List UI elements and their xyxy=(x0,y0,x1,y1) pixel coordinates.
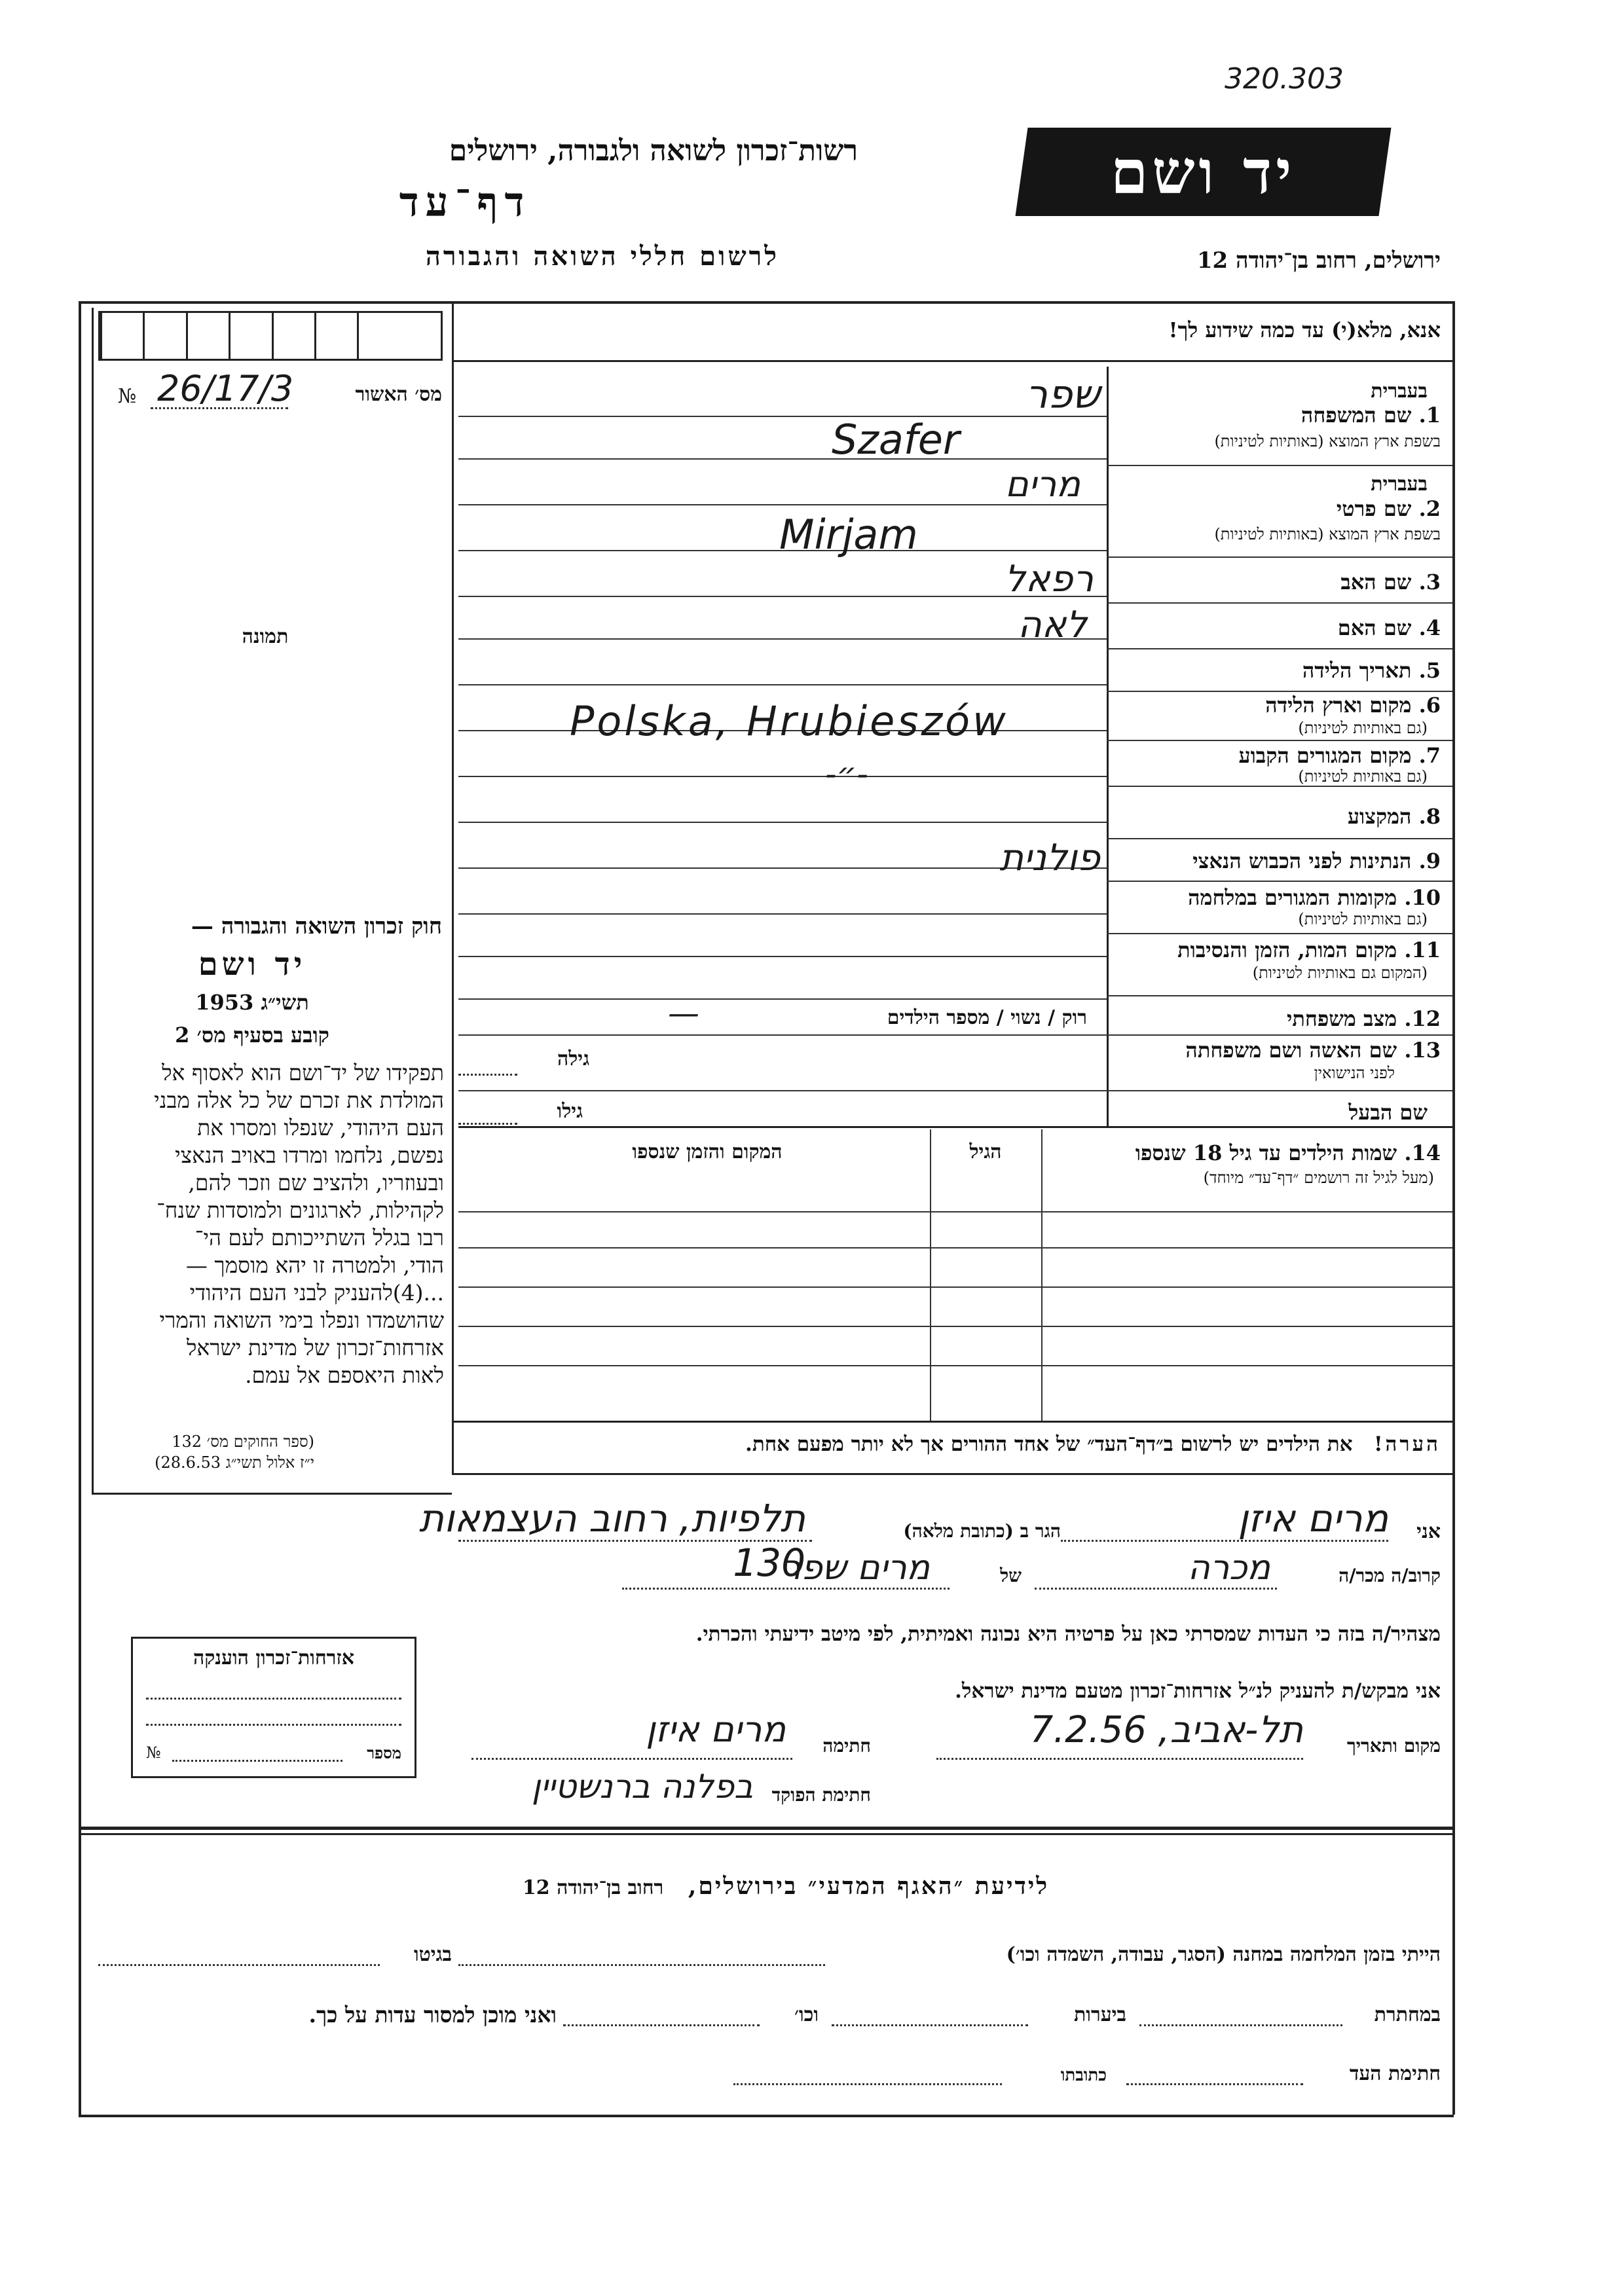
field-9-value[interactable]: פולנית xyxy=(999,837,1100,879)
law-line: הודי, ולמטרה זו יהא מוסמך — xyxy=(185,1252,444,1278)
law-line: שהושמדו ונפלו בימי השואה והמרי xyxy=(159,1307,444,1333)
frame-bottom xyxy=(79,2115,1454,2117)
bottom-separator xyxy=(79,1827,1454,1830)
field-2-label xyxy=(1113,496,1441,521)
field-4-num: 4. xyxy=(1418,615,1441,640)
field-13-sub: לפני הנישואין xyxy=(1314,1064,1395,1082)
decl-place-date[interactable]: תל-אביב, 7.2.56 xyxy=(1029,1709,1303,1751)
yad-vashem-logo xyxy=(1016,128,1392,216)
logo-text: יד ושם xyxy=(1111,136,1296,208)
note-label: הערה! xyxy=(1373,1432,1441,1456)
bottom-line-1a: הייתי בזמן המלחמה במחנה (הסגר, עבודה, השמדה וכו׳) xyxy=(1006,1943,1441,1966)
row-line xyxy=(452,360,1454,362)
frame-top xyxy=(79,301,1454,304)
field-2-latin-value[interactable]: Mirjam xyxy=(779,511,918,558)
field-11-text: מקום המות, הזמן והנסיבות xyxy=(1177,938,1397,962)
children-col-divider-1 xyxy=(1041,1129,1043,1421)
decl-statement-1: מצהיר/ה בזה כי העדות שמסרתי כאן על פרטיה היא נכונה ואמיתית, לפי מיטב ידיעתי והכרתי. xyxy=(695,1622,1441,1646)
children-left-border xyxy=(452,1139,454,1427)
decl-resides-label: הגר ב (כתובת מלאה) xyxy=(903,1520,1061,1542)
decl-statement-2: אני מבקש/ת להעניק לנ״ל אזרחות־זכרון מטעם מדינת ישראל. xyxy=(955,1679,1441,1703)
field-12-value[interactable]: — xyxy=(668,995,699,1032)
law-line: העם היהודי, שנפלו ומסרו את xyxy=(197,1115,444,1140)
decl-i-label: אני xyxy=(1416,1520,1441,1543)
ghetto-line xyxy=(98,1964,380,1966)
bottom-line-3a: חתימת העד xyxy=(1349,2062,1441,2085)
field-10-num: 10. xyxy=(1404,885,1441,910)
approval-number: 26/17/3 xyxy=(157,368,294,409)
field-1-latin-value[interactable]: Szafer xyxy=(832,416,960,464)
bottom-line-2c: וכו׳ xyxy=(794,2003,819,2026)
field-3-value[interactable]: רפאל xyxy=(1005,558,1094,600)
law-source-2: י״ז אלול תשי״ג 28.6.53) xyxy=(155,1453,314,1472)
field-9-label xyxy=(1113,848,1441,873)
field-5-text: תאריך הלידה xyxy=(1302,658,1412,683)
field-6-text: מקום וארץ הלידה xyxy=(1265,693,1412,718)
org-address: ירושלים, רחוב בן־יהודה 12 xyxy=(1196,247,1441,274)
field-12-num: 12. xyxy=(1404,1006,1441,1031)
field-10-sub: (גם באותיות לטיניות) xyxy=(1298,910,1428,928)
husband-label: שם הבעל xyxy=(1348,1100,1428,1125)
field-1-label xyxy=(1113,403,1441,428)
field-9-num: 9. xyxy=(1418,848,1441,873)
law-text xyxy=(97,1059,444,1389)
law-line: המולדת את זכרם של כל אלה מבני xyxy=(154,1087,444,1113)
children-text: שמות הילדים עד גיל 18 שנספו xyxy=(1135,1140,1397,1165)
signature-line xyxy=(471,1758,792,1760)
forest-line xyxy=(832,2024,1028,2026)
field-5-num: 5. xyxy=(1418,658,1441,683)
underground-line xyxy=(1139,2024,1342,2026)
children-col-place: המקום והזמן שנספו xyxy=(632,1140,783,1163)
children-col-divider-2 xyxy=(930,1129,931,1421)
note-line xyxy=(458,1432,1441,1456)
field-2-num: 2. xyxy=(1418,496,1441,521)
law-name: יד ושם xyxy=(198,946,306,983)
field-11-sub: (המקום גם באותיות לטיניות) xyxy=(1252,964,1428,982)
approval-label: מס׳ האשור xyxy=(355,383,442,406)
law-line: רבו בגלל השתייכותם לעם הי־ xyxy=(194,1225,444,1250)
law-line: אזרחות־זכרון של מדינת ישראל xyxy=(186,1335,444,1360)
field-13-text: שם האשה ושם משפחתה xyxy=(1185,1038,1397,1063)
field-1-hebrew-value[interactable]: שפר xyxy=(1025,372,1100,418)
field-8-text: המקצוע xyxy=(1347,804,1412,829)
field-5-label xyxy=(1113,658,1441,683)
field-13-label xyxy=(1113,1038,1441,1063)
decl-relation[interactable]: מכרה xyxy=(1187,1548,1270,1588)
approval-line xyxy=(151,407,288,409)
bottom-address: רחוב בן־יהודה 12 xyxy=(522,1876,664,1899)
field-6-sub: (גם באותיות לטיניות) xyxy=(1298,719,1428,737)
law-source-1: (ספר החוקים מס׳ 132 xyxy=(172,1432,314,1451)
witness-address-line xyxy=(733,2083,1002,2085)
children-num: 14. xyxy=(1404,1140,1441,1165)
request-line: אנא, מלא(י) עד כמה שידוע לך! xyxy=(1168,318,1441,342)
labels-divider xyxy=(1107,367,1109,1126)
witness-signature-line xyxy=(1126,2083,1303,2085)
law-line: תפקידו של יד־ושם הוא לאסוף אל xyxy=(162,1060,444,1085)
field-7-value[interactable]: -״- xyxy=(825,756,868,793)
decl-relative-of[interactable]: מרים שפר xyxy=(781,1548,930,1588)
camp-line xyxy=(458,1964,825,1966)
decl-relative-label: קרוב/ה מכר/ה xyxy=(1338,1565,1441,1586)
field-10-label xyxy=(1113,885,1441,910)
field-4-value[interactable]: לאה xyxy=(1018,604,1087,646)
children-col-age: הגיל xyxy=(969,1140,1002,1163)
field-10-text: מקומות המגורים במלחמה xyxy=(1188,885,1397,910)
approval-no-symbol: № xyxy=(118,385,137,408)
field-4-label xyxy=(1113,615,1441,640)
bottom-line-2b: ביערות xyxy=(1073,2003,1126,2026)
bottom-separator-2 xyxy=(79,1833,1454,1835)
law-line: לאות היאספם אל עמם. xyxy=(245,1362,444,1388)
archive-number: 320.303 xyxy=(1225,62,1344,96)
field-2-hebrew-hint: בעברית xyxy=(1371,473,1428,496)
field-2-sub: בשפת ארץ המוצא (באותיות לטיניות) xyxy=(1214,525,1441,543)
left-column-inner xyxy=(92,308,94,1493)
citizenship-no-symbol: № xyxy=(146,1743,161,1762)
law-year: תשי״ג 1953 xyxy=(195,990,309,1015)
field-2-hebrew-value[interactable]: מרים xyxy=(1005,464,1080,505)
citizenship-box xyxy=(131,1637,416,1778)
org-name: רשות־זכרון לשואה ולגבורה, ירושלים xyxy=(449,134,858,168)
left-column-bottom xyxy=(92,1493,452,1495)
bottom-title-text: לידיעת ״האגף המדעי״ בירושלים, xyxy=(688,1872,1050,1900)
field-1-num: 1. xyxy=(1418,403,1441,428)
decl-of-label: של xyxy=(1000,1565,1022,1586)
bottom-line-3b: כתובתו xyxy=(1060,2066,1107,2085)
field-6-num: 6. xyxy=(1418,693,1441,718)
bottom-line-2a: במחתרת xyxy=(1374,2003,1441,2026)
citizenship-title: אזרחות־זכרון הוענקה xyxy=(193,1647,355,1669)
approval-boxes xyxy=(98,311,443,361)
frame-left xyxy=(79,301,81,2115)
field-7-sub: (גם באותיות לטיניות) xyxy=(1298,767,1428,786)
field-2-text: שם פרטי xyxy=(1336,496,1412,521)
husband-age-label: גילו xyxy=(557,1100,583,1123)
field-11-label xyxy=(1113,938,1441,962)
law-line: נפשם, נלחמו ומרדו באויב הנאצי xyxy=(175,1142,444,1168)
note-text: את הילדים יש לרשום ב״דף־העד״ של אחד ההורים אך לא יותר מפעם אחת. xyxy=(745,1432,1353,1456)
field-3-text: שם האב xyxy=(1340,570,1412,594)
form-subtitle: לרשום חללי השואה והגבורה xyxy=(425,241,779,272)
declarant-line xyxy=(1061,1540,1388,1542)
law-clause: קובע בסעיף מס׳ 2 xyxy=(175,1023,329,1048)
field-7-label xyxy=(1113,743,1441,768)
field-13-age-label: גילה xyxy=(557,1048,589,1070)
field-8-label xyxy=(1113,804,1441,829)
frame-right xyxy=(1452,301,1455,2115)
field-6-value[interactable]: Polska, Hrubieszów xyxy=(570,697,1008,745)
place-date-line xyxy=(936,1758,1303,1760)
field-1-sub: בשפת ארץ המוצא (באותיות לטיניות) xyxy=(1214,432,1441,450)
address-line xyxy=(458,1540,812,1542)
field-7-num: 7. xyxy=(1418,743,1441,768)
relative-of-line xyxy=(622,1588,950,1590)
children-sub: (מעל לגיל זה רושמים ״דף־עד״ מיוחד) xyxy=(1203,1169,1434,1187)
field-12-label xyxy=(1113,1006,1441,1031)
field-13-num: 13. xyxy=(1404,1038,1441,1063)
decl-declarant[interactable]: מרים איזן xyxy=(1238,1496,1388,1540)
decl-signature[interactable]: מרים איזן xyxy=(646,1709,786,1750)
relation-line xyxy=(1035,1588,1277,1590)
decl-officer-label: חתימת הפוקד xyxy=(771,1784,871,1806)
bottom-line-2d: ואני מוכן למסור עדות על כך. xyxy=(308,2002,557,2028)
form-title: דף־עד xyxy=(399,178,531,226)
decl-officer-signature[interactable]: בפלנה ברנשטיין xyxy=(531,1768,753,1806)
field-11-num: 11. xyxy=(1404,938,1441,962)
field-3-num: 3. xyxy=(1418,570,1441,594)
photo-label: תמונה xyxy=(242,625,289,648)
field-7-text: מקום המגורים הקבוע xyxy=(1238,743,1412,768)
field-1-text: שם המשפחה xyxy=(1301,403,1412,428)
field-3-label xyxy=(1113,570,1441,594)
field-9-text: הנתינות לפני הכבוש הנאצי xyxy=(1192,848,1412,873)
law-line: לקהילות, לארגונים ולמוסדות שנח־ xyxy=(157,1197,444,1223)
bottom-line-1b: בגיטו xyxy=(413,1943,452,1966)
etc-line xyxy=(563,2024,760,2026)
field-4-text: שם האם xyxy=(1337,615,1412,640)
field-8-num: 8. xyxy=(1418,804,1441,829)
field-12-options: רוק / נשוי / מספר הילדים xyxy=(887,1006,1087,1029)
decl-signature-label: חתימה xyxy=(822,1735,871,1757)
decl-place-date-label: מקום ותאריך xyxy=(1346,1735,1441,1757)
law-line: ...(4)להעניק לבני העם היהודי xyxy=(189,1280,444,1305)
law-line: ובעוזריו, ולהציב שם וזכר להם, xyxy=(188,1170,444,1195)
citizenship-number-label: מספר xyxy=(367,1743,401,1762)
field-12-text: מצב משפחתי xyxy=(1287,1006,1397,1031)
field-1-hebrew-hint: בעברית xyxy=(1371,380,1428,403)
wife-age-line xyxy=(458,1074,517,1076)
field-6-label xyxy=(1113,693,1441,718)
law-title: חוק זכרון השואה והגבורה — xyxy=(191,913,442,939)
bottom-title xyxy=(393,1872,1179,1900)
husband-age-line xyxy=(458,1123,517,1125)
children-label xyxy=(1048,1140,1441,1165)
decl-address[interactable]: תלפיות, רחוב העצמאות 130 xyxy=(418,1496,805,1585)
